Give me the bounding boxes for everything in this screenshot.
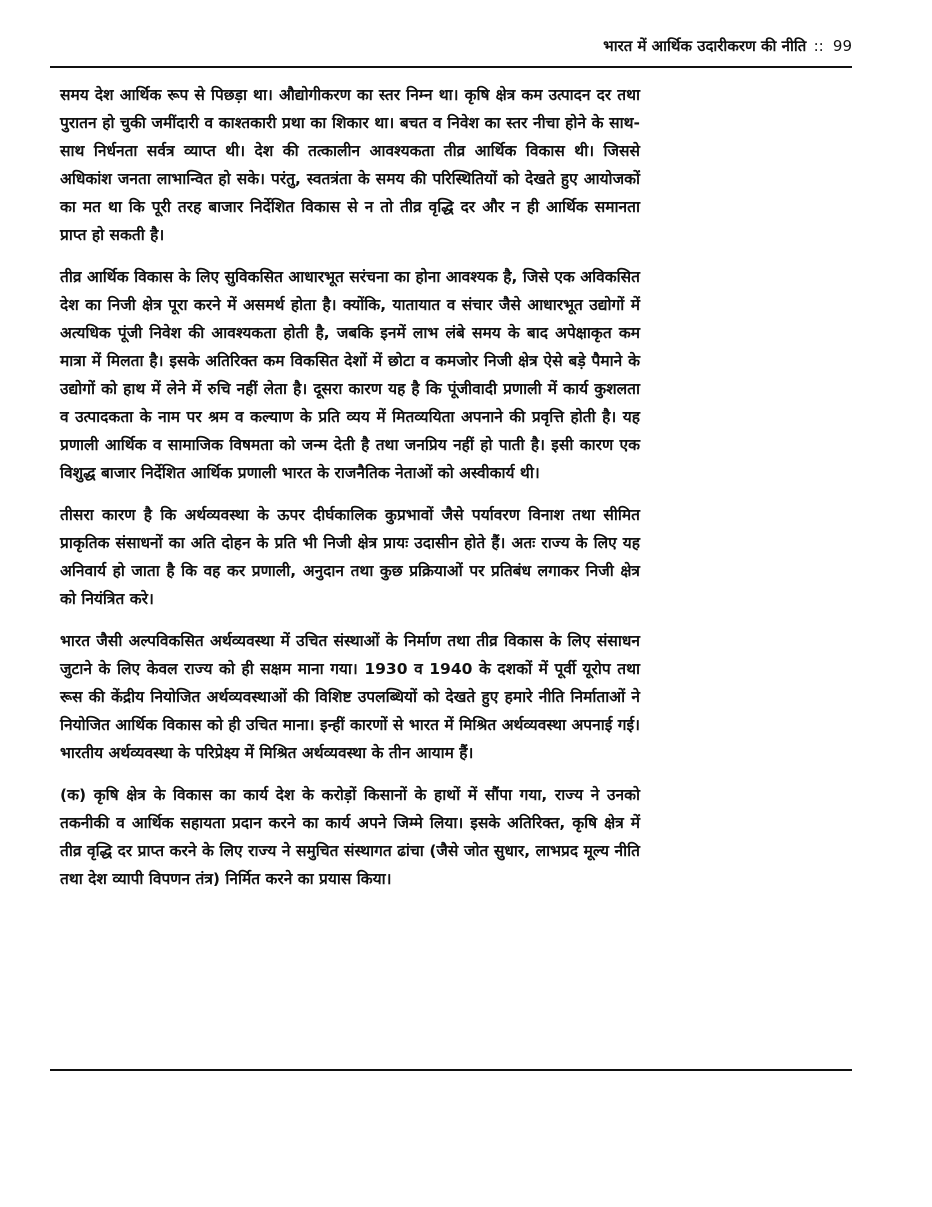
header-rule bbox=[50, 66, 852, 68]
paragraph-3: तीसरा कारण है कि अर्थव्यवस्था के ऊपर दीर्घकालिक कुप्रभावों जैसे पर्यावरण विनाश तथा सीमित प्राकृतिक संसाधनों का अति दोहन के प्रति भी निजी क्षेत्र प्रायः उदासीन होते हैं। अतः राज्य के लिए यह अनिवार्य हो जाता है कि वह कर प्रणाली, अनुदान तथा कुछ प्रक्रियाओं पर प्रतिबंध लगाकर निजी क्षेत्र को नियंत्रित करे। bbox=[60, 506, 640, 608]
page-number: 99 bbox=[832, 37, 852, 55]
paragraph-1: समय देश आर्थिक रूप से पिछड़ा था। औद्योगीकरण का स्तर निम्न था। कृषि क्षेत्र कम उत्पादन दर तथा पुरातन हो चुकी जमींदारी व काश्तकारी प्रथा का शिकार था। बचत व निवेश का स्तर नीचा होने के साथ-साथ निर्धनता सर्वत्र व्याप्त थी। देश की तत्कालीन आवश्यकता तीव्र आर्थिक विकास थी। जिससे अधिकांश जनता लाभान्वित हो सके। परंतु, स्वतत्रंता के समय की परिस्थितियों को देखते हुए आयोजकों का मत था कि पूरी तरह बाजार निर्देशित विकास से न तो तीव्र वृद्धि दर और न ही आर्थिक समानता प्राप्त हो सकती है। bbox=[60, 86, 640, 244]
body-text bbox=[60, 81, 640, 907]
footer-rule bbox=[50, 1069, 852, 1071]
paragraph-4: भारत जैसी अल्पविकसित अर्थव्यवस्था में उचित संस्थाओं के निर्माण तथा तीव्र विकास के लिए संसाधन जुटाने के लिए केवल राज्य को ही सक्षम माना गया। 1930 व 1940 के दशकों में पूर्वी यूरोप तथा रूस की केंद्रीय नियोजित अर्थव्यवस्थाओं की विशिष्ट उपलब्धियों को देखते हुए हमारे नीति निर्माताओं ने नियोजित आर्थिक विकास को ही उचित माना। इन्हीं कारणों से भारत में मिश्रित अर्थव्यवस्था अपनाई गई। भारतीय अर्थव्यवस्था के परिप्रेक्ष्य में मिश्रित अर्थव्यवस्था के तीन आयाम हैं। bbox=[60, 632, 640, 762]
running-header-title: भारत में आर्थिक उदारीकरण की नीति bbox=[603, 37, 807, 55]
paragraph-2: तीव्र आर्थिक विकास के लिए सुविकसित आधारभूत सरंचना का होना आवश्यक है, जिसे एक अविकसित देश का निजी क्षेत्र पूरा करने में असमर्थ होता है। क्योंकि, यातायात व संचार जैसे आधारभूत उद्योगों में अत्यधिक पूंजी निवेश की आवश्यकता होती है, जबकि इनमें लाभ लंबे समय के बाद अपेक्षाकृत कम मात्रा में मिलता है। इसके अतिरिक्त कम विकसित देशों में छोटा व कमजोर निजी क्षेत्र ऐसे बड़े पैमाने के उद्योगों को हाथ में लेने में रुचि नहीं लेता है। दूसरा कारण यह है कि पूंजीवादी प्रणाली में कार्य कुशलता व उत्पादकता के नाम पर श्रम व कल्याण के प्रति व्यय में मितव्ययिता अपनाने की प्रवृत्ति होती है। यह प्रणाली आर्थिक व सामाजिक विषमता को जन्म देती है तथा जनप्रिय नहीं हो पाती है। इसी कारण एक विशुद्ध बाजार निर्देशित आर्थिक प्रणाली भारत के राजनैतिक नेताओं को अस्वीकार्य थी। bbox=[60, 268, 640, 482]
running-header-separator: :: bbox=[813, 37, 824, 55]
paragraph-5: (क) कृषि क्षेत्र के विकास का कार्य देश के करोड़ों किसानों के हाथों में सौंपा गया, राज्य ने उनको तकनीकी व आर्थिक सहायता प्रदान करने का कार्य अपने जिम्मे लिया। इसके अतिरिक्त, कृषि क्षेत्र में तीव्र वृद्धि दर प्राप्त करने के लिए राज्य ने समुचित संस्थागत ढांचा (जैसे जोत सुधार, लाभप्रद मूल्य नीति तथा देश व्यापी विपणन तंत्र) निर्मित करने का प्रयास किया। bbox=[60, 786, 640, 888]
running-header bbox=[603, 36, 852, 56]
